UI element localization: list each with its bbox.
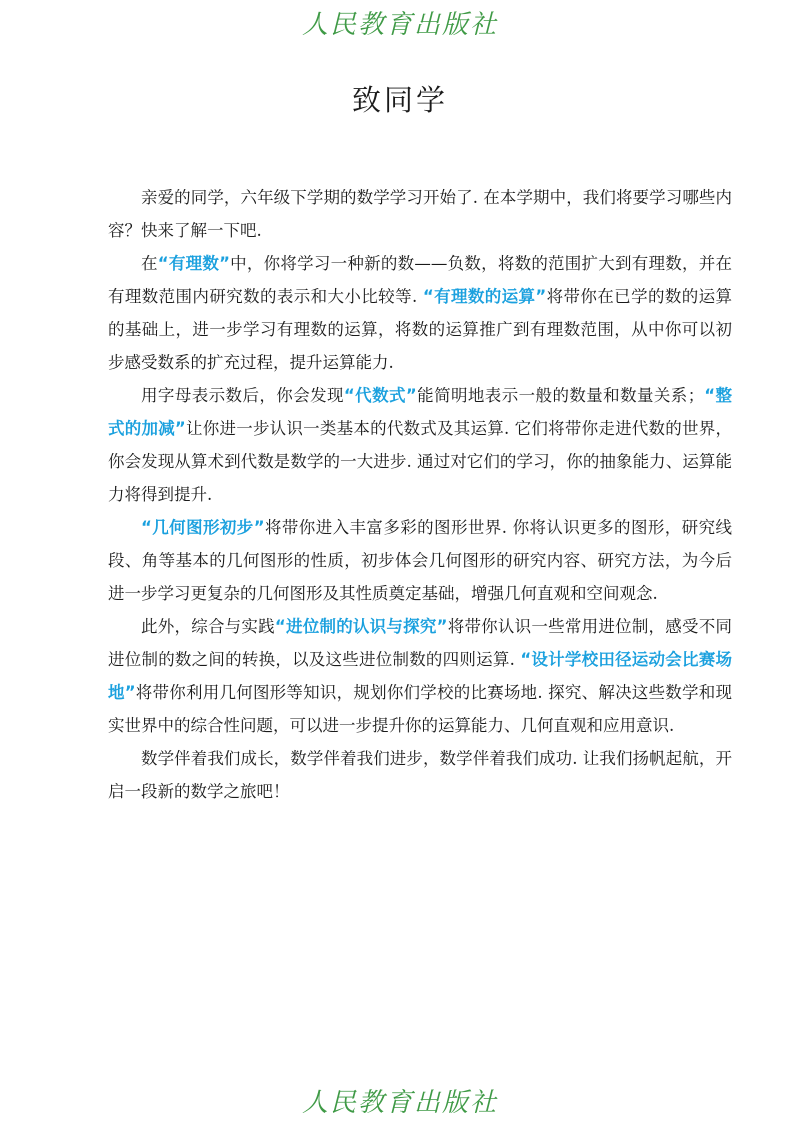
paragraph (108, 181, 732, 247)
paragraph-text: 将带你在已学的数的运算的基础上，进一步学习有理数的运算，将数的运算推广到有理数范围，从中你可以初步感受数系的扩充过程，提升运算能力. (108, 287, 733, 372)
publisher-logo-icon (285, 1082, 515, 1122)
letter-body (108, 181, 732, 808)
highlighted-topic: “代数式” (343, 386, 417, 405)
paragraph-text: 数学伴着我们成长，数学伴着我们进步，数学伴着我们成功. 让我们扬帆起航，开启一段新的数学之旅吧！ (108, 749, 732, 801)
paragraph-text: 将带你认识一些常用进位制，感受不同进位制的数之间的转换，以及这些进位制数的四则运算. (108, 617, 732, 669)
paragraph-text: 将带你利用几何图形等知识，规划你们学校的比赛场地. 探究、解决这些数学和现实世界中的综合性问题，可以进一步提升你的运算能力、几何直观和应用意识. (108, 683, 732, 735)
highlighted-topic: “设计学校田径运动会比赛场地” (108, 650, 732, 702)
page-title: 致同学 (351, 83, 448, 117)
paragraph (108, 247, 732, 379)
publisher-logo-icon (285, 4, 515, 44)
paragraph (108, 742, 732, 808)
paragraph-text: 在 (141, 254, 158, 273)
paragraph (108, 379, 732, 511)
paragraph-text: 亲爱的同学，六年级下学期的数学学习开始了. 在本学期中，我们将要学习哪些内容？快来了解一下吧. (108, 188, 732, 240)
publisher-logo-text: 人民教育出版社 (301, 10, 499, 40)
highlighted-topic: “有理数” (157, 254, 230, 273)
paragraph (108, 610, 732, 742)
paragraph-text: 能简明地表示一般的数量和数量关系； (416, 386, 705, 405)
highlighted-topic: “整式的加减” (108, 386, 732, 438)
paragraph-text: 将带你进入丰富多彩的图形世界. 你将认识更多的图形，研究线段、角等基本的几何图形的性质，初步体会几何图形的研究内容、研究方法，为今后进一步学习更复杂的几何图形及其性质奠定基础，增强几何直观和空间观念. (108, 518, 732, 603)
publisher-logo-top (0, 4, 800, 44)
highlighted-topic: “几何图形初步” (141, 518, 265, 537)
highlighted-topic: “有理数的运算” (422, 287, 547, 306)
paragraph (108, 511, 732, 610)
publisher-logo-bottom (0, 1082, 800, 1122)
paragraph-text: 此外，综合与实践 (141, 617, 275, 636)
publisher-logo-text: 人民教育出版社 (301, 1088, 499, 1118)
highlighted-topic: “进位制的认识与探究” (274, 617, 448, 636)
paragraph-text: 用字母表示数后，你会发现 (141, 386, 344, 405)
paragraph-text: 中，你将学习一种新的数——负数，将数的范围扩大到有理数，并在有理数范围内研究数的表示和大小比较等. (108, 254, 732, 306)
paragraph-text: 让你进一步认识一类基本的代数式及其运算. 它们将带你走进代数的世界，你会发现从算术到代数是数学的一大进步. 通过对它们的学习，你的抽象能力、运算能力将得到提升. (108, 419, 732, 504)
